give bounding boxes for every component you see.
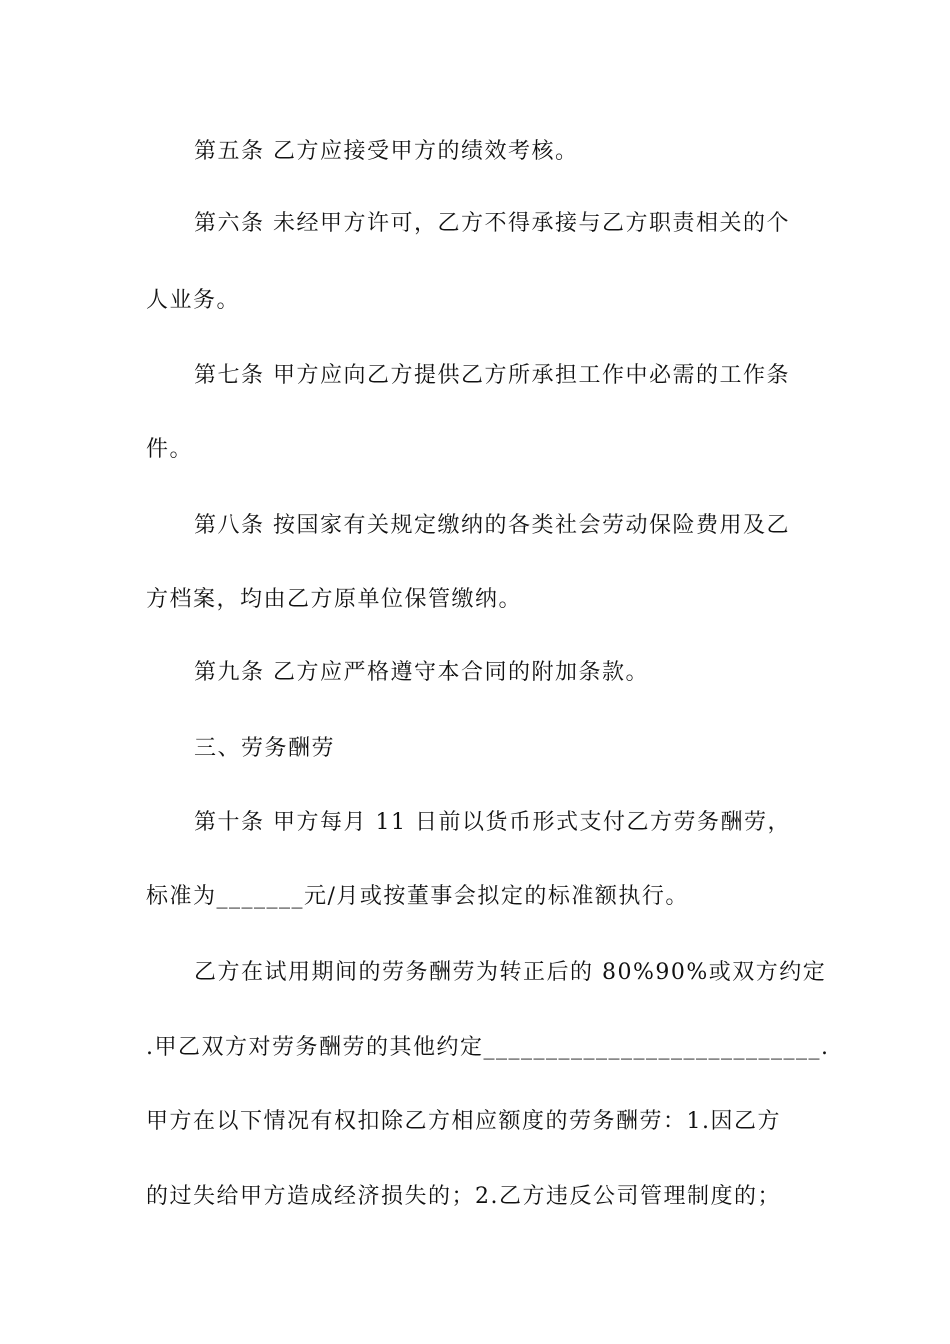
- clause-6-line-2: 人业务。: [146, 288, 241, 313]
- clause-8-line-1: 第八条 按国家有关规定缴纳的各类社会劳动保险费用及乙: [194, 513, 790, 538]
- clause-7-line-2: 件。: [146, 437, 194, 462]
- probation-pay-line-1: 乙方在试用期间的劳务酬劳为转正后的 80%90%或双方约定: [194, 960, 827, 985]
- deduction-line-2: 的过失给甲方造成经济损失的；2.乙方违反公司管理制度的；: [146, 1184, 781, 1209]
- clause-6-line-1: 第六条 未经甲方许可，乙方不得承接与乙方职责相关的个: [194, 211, 790, 236]
- clause-7-line-1: 第七条 甲方应向乙方提供乙方所承担工作中必需的工作条: [194, 363, 790, 388]
- section-heading-3: 三、劳务酬劳: [194, 736, 336, 761]
- clause-5: 第五条 乙方应接受甲方的绩效考核。: [194, 139, 579, 164]
- deduction-line-1: 甲方在以下情况有权扣除乙方相应额度的劳务酬劳：1.因乙方: [146, 1109, 781, 1134]
- clause-9: 第九条 乙方应严格遵守本合同的附加条款。: [194, 660, 649, 685]
- clause-10-line-1: 第十条 甲方每月 11 日前以货币形式支付乙方劳务酬劳，: [194, 810, 791, 835]
- other-agreement-line: .甲乙双方对劳务酬劳的其他约定___________________________.: [146, 1035, 830, 1060]
- clause-8-line-2: 方档案，均由乙方原单位保管缴纳。: [146, 587, 523, 612]
- clause-10-line-2: 标准为_______元/月或按董事会拟定的标准额执行。: [146, 884, 689, 909]
